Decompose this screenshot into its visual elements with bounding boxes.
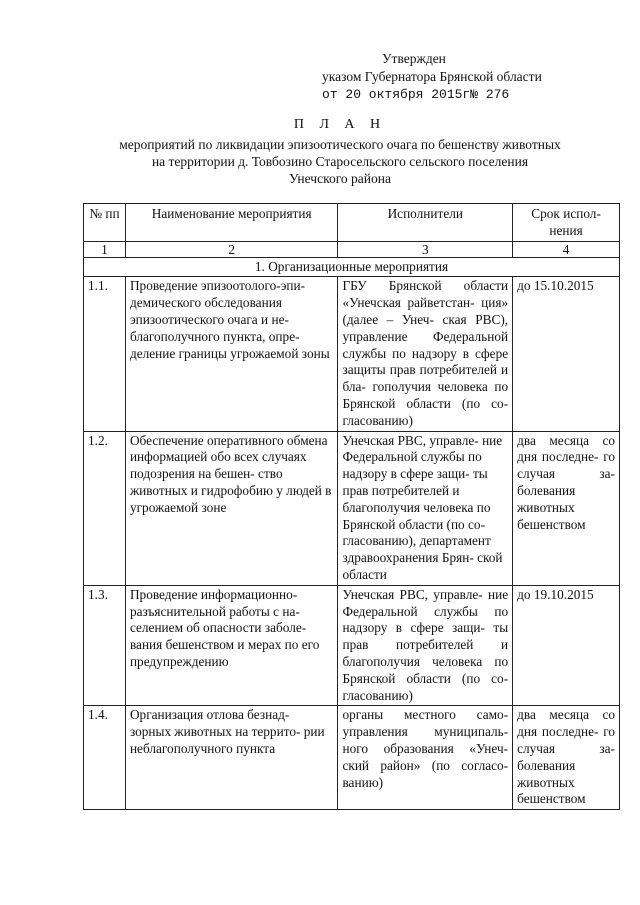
header-num: № пп bbox=[84, 204, 126, 242]
row-name: Организация отлова безнад- зорных животных на террито- рии неблагополучного пункта bbox=[125, 706, 338, 810]
table-header-row bbox=[84, 204, 620, 242]
row-name: Обеспечение оперативного обмена информацией обо всех случаях подозрения на бешен- ство животных и гидрофобию у людей в угрожаемой зоне bbox=[125, 431, 338, 585]
row-executors: ГБУ Брянской области «Унечская райветстан- ция» (далее – Унеч- ская РВС), управление Федеральной службы по надзору в сфере защиты прав потребителей и бла- гополучия человека по Брянской области (по со- гласованию) bbox=[338, 277, 513, 431]
row-deadline: до 15.10.2015 bbox=[513, 277, 620, 431]
column-number: 2 bbox=[125, 241, 338, 257]
document-subtitle-line3: Унечского района bbox=[289, 171, 391, 186]
column-number: 1 bbox=[84, 241, 126, 257]
row-deadline: до 19.10.2015 bbox=[513, 585, 620, 706]
row-executors: Унечская РВС, управле- ние Федеральной службы по надзору в сфере защи- ты прав потребителей и благополучия человека по Брянской области (по со- гласованию), департамент здравоохранения Брян- ской области bbox=[338, 431, 513, 585]
column-number: 3 bbox=[338, 241, 513, 257]
approval-line-date: от 20 октября 2015г№ 276 bbox=[322, 87, 510, 102]
row-executors: органы местного само- управления муниципаль- ного образования «Унеч- ский район» (по согласо- ванию) bbox=[338, 706, 513, 810]
header-executors: Исполнители bbox=[338, 204, 513, 242]
row-num: 1.2. bbox=[84, 431, 126, 585]
measures-table bbox=[83, 203, 620, 810]
document-subtitle-line1: мероприятий по ликвидации эпизоотического очага по бешенству животных bbox=[119, 137, 561, 152]
approval-line-approved: Утвержден bbox=[382, 51, 446, 66]
table-row bbox=[84, 431, 620, 585]
column-number-row bbox=[84, 241, 620, 257]
row-num: 1.4. bbox=[84, 706, 126, 810]
header-name: Наименование мероприятия bbox=[125, 204, 338, 242]
section-row bbox=[84, 257, 620, 277]
row-deadline: два месяца со дня последне- го случая за- болевания животных бешенством bbox=[513, 706, 620, 810]
document-title: П Л А Н bbox=[293, 117, 387, 132]
row-executors: Унечская РВС, управле- ние Федеральной службы по надзору в сфере защи- ты прав потребителей и благополучия человека по Брянской области (по со- гласованию) bbox=[338, 585, 513, 706]
table-row bbox=[84, 706, 620, 810]
approval-stamp bbox=[322, 50, 542, 104]
document-heading bbox=[90, 116, 590, 187]
document-subtitle-line2: на территории д. Товбозино Старосельского сельского поселения bbox=[151, 154, 529, 169]
row-deadline: два месяца со дня последне- го случая за- болевания животных бешенством bbox=[513, 431, 620, 585]
table-row bbox=[84, 277, 620, 431]
row-num: 1.3. bbox=[84, 585, 126, 706]
row-name: Проведение информационно- разъяснительной работы с на- селением об опасности заболе- вания бешенством и мерах по его предупреждению bbox=[125, 585, 338, 706]
table-row bbox=[84, 585, 620, 706]
approval-line-decree: указом Губернатора Брянской области bbox=[322, 69, 542, 84]
section-title: 1. Организационные мероприятия bbox=[84, 257, 620, 277]
row-name: Проведение эпизоотолого-эпи- демического обследования эпизоотического очага и не- благополучного пункта, опре- деление границы угрожаемой зоны bbox=[125, 277, 338, 431]
row-num: 1.1. bbox=[84, 277, 126, 431]
column-number: 4 bbox=[513, 241, 620, 257]
header-deadline: Срок испол- нения bbox=[513, 204, 620, 242]
